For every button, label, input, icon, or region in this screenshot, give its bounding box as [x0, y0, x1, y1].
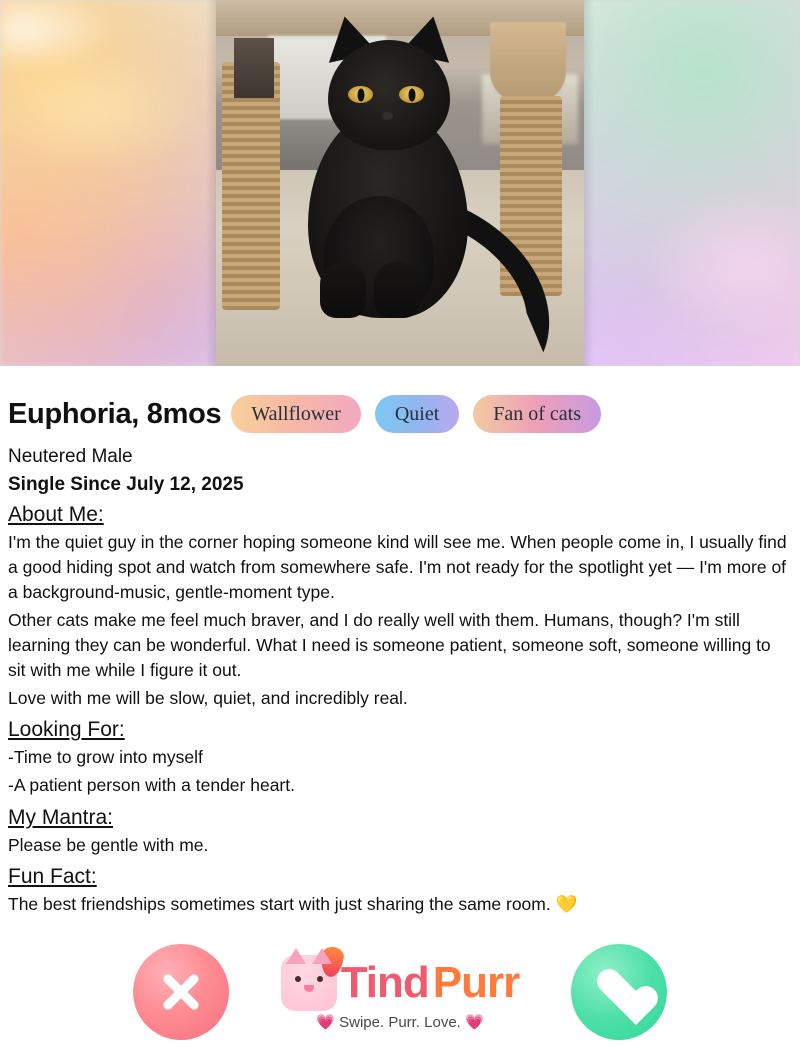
cat-photo[interactable] [216, 0, 584, 366]
section-heading-my-mantra: My Mantra: [8, 805, 114, 829]
like-button[interactable] [571, 944, 667, 1040]
section-heading-fun-fact: Fun Fact: [8, 865, 97, 889]
cat-leg-right [374, 262, 420, 318]
cat-face-icon [281, 955, 337, 1011]
trait-tag-list [231, 395, 601, 433]
brand-name-second: Purr [432, 957, 520, 1007]
trait-tag-fan-of-cats[interactable]: Fan of cats [473, 395, 601, 433]
heart-icon [596, 970, 642, 1014]
fun-fact-text: The best friendships sometimes start with just sharing the same room. 💛 [8, 894, 578, 915]
about-me-paragraph-2: Other cats make me feel much braver, and I do really well with them. Humans, though? I'm still learning they can be wonderful. What I need is someone patient, someone soft, someone willing to sit with me while I figure it out. [8, 610, 771, 681]
brand-wordmark-row [281, 955, 520, 1011]
section-heading-looking-for: Looking For: [8, 718, 125, 742]
cat-head [328, 40, 450, 150]
cat-eye-left [348, 86, 373, 103]
cat-pupil-right [408, 88, 415, 101]
photo-post-top-left [234, 38, 274, 98]
cat-pupil-left [357, 88, 364, 101]
cat-eye-right [399, 86, 424, 103]
brand-logo [281, 955, 520, 1030]
looking-for-item-1: -Time to grow into myself [8, 747, 203, 768]
photo-edge-shadow-left [206, 0, 216, 366]
single-since: Single Since July 12, 2025 [8, 474, 244, 495]
section-heading-about-me: About Me: [8, 503, 104, 526]
brand-name-first: Tind [340, 957, 429, 1007]
nope-button[interactable] [133, 944, 229, 1040]
my-mantra-text: Please be gentle with me. [8, 834, 209, 855]
trait-tag-wallflower[interactable]: Wallflower [231, 395, 360, 433]
cat-logo-eye-right [317, 976, 323, 982]
close-icon [158, 969, 204, 1015]
profile-info [0, 366, 800, 918]
name-and-tags-row [8, 390, 792, 438]
photo-rope-tassel [490, 22, 566, 102]
sex-status: Neutered Male [8, 446, 133, 467]
about-me-paragraph-3: Love with me will be slow, quiet, and incredibly real. [8, 688, 408, 709]
trait-tag-quiet[interactable]: Quiet [375, 395, 459, 433]
about-me-paragraph-1: I'm the quiet guy in the corner hoping someone kind will see me. When people come in, I usually find a good hiding spot and watch from somewhere safe. I'm not ready for the spotlight yet — I'm more of a background-music, gentle-moment type. [8, 532, 787, 603]
profile-photo-area[interactable] [0, 0, 800, 366]
cat-logo-eye-left [295, 976, 301, 982]
looking-for-item-2: -A patient person with a tender heart. [8, 775, 295, 796]
action-bar [0, 936, 800, 1048]
cat-face-features [289, 970, 329, 1000]
photo-scratching-post-left [222, 62, 280, 310]
brand-tagline: 💗 Swipe. Purr. Love. 💗 [316, 1013, 484, 1031]
cat-logo-mouth [304, 985, 314, 992]
photo-edge-shadow-right [584, 0, 594, 366]
cat-nose [382, 112, 393, 120]
page-title: Euphoria, 8mos [8, 397, 222, 430]
cat-leg-left [320, 262, 366, 318]
